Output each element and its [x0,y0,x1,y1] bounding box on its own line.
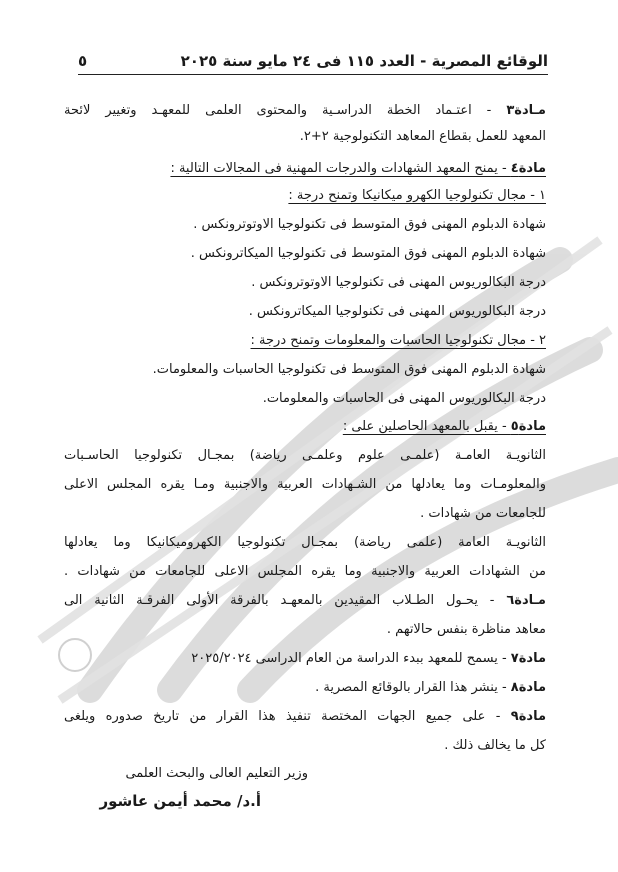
article-label: مادة٤ [510,161,546,176]
article-6-line-2: معاهد مناظرة بنفس حالاتهم . [386,622,546,637]
field-2-item-1: شهادة الدبلوم المهنى فوق المتوسط فى تكنولوجيا الحاسبات والمعلومات. [152,362,546,377]
signature-title: وزير التعليم العالى والبحث العلمى [125,766,308,781]
page-number: ٥ [78,52,88,70]
article-8-line: مادة٨ - ينشر هذا القرار بالوقائع المصرية . [315,680,546,695]
admission-1-line-2: والمعلومـات وما يعادلها من الشـهادات العربية والاجنبية ومـا يقره المجلس الاعلى [64,477,546,492]
admission-1-line-1: الثانويـة العامـة (علمـى علوم وعلمـى رياضة) بمجـال تكنولوجيا الحاسـبات [64,448,546,463]
admission-2-line-1: الثانويـة العامة (علمى رياضة) بمجـال تكنولوجيا الكهروميكانيكا وما يعادلها [64,535,546,550]
article-label: مـادة٣ [506,103,546,118]
page-header [78,48,548,75]
field-1-item-1: شهادة الدبلوم المهنى فوق المتوسط فى تكنولوجيا الاوتوترونكس . [193,217,546,232]
article-7-line: مادة٧ - يسمح للمعهد ببدء الدراسة من العام الدراسى ٢٠٢٥/٢٠٢٤ [191,651,546,666]
article-label: مادة٩ [510,709,546,724]
article-4-line: مادة٤ - يمنح المعهد الشهادات والدرجات المهنية فى المجالات التالية : [170,161,546,176]
field-1-item-2: شهادة الدبلوم المهنى فوق المتوسط فى تكنولوجيا الميكاترونكس . [190,246,546,261]
article-6-line-1: مـادة٦ - يحـول الطـلاب المقيدين بالمعهـد بالفرقة الأولى الفرقـة الثانية الى [64,593,546,608]
article-5-line: مادة٥ - يقبل بالمعهد الحاصلين على : [342,419,546,434]
article-label: مادة٧ [510,651,546,666]
signature-name: أ.د/ محمد أيمن عاشور [99,792,261,810]
field-1-item-3: درجة البكالوريوس المهنى فى تكنولوجيا الاوتوترونكس . [251,275,546,290]
article-9-line-2: كل ما يخالف ذلك . [444,738,546,753]
admission-2-line-2: من الشهادات العربية والاجنبية وما يقره المجلس الاعلى للجامعات من شهادات . [64,564,546,579]
article-9-line-1: مادة٩ - على جميع الجهات المختصة تنفيذ هذا القرار من تاريخ صدوره ويلغى [64,709,546,724]
field-2-heading: ٢ - مجال تكنولوجيا الحاسبات والمعلومات وتمنح درجة : [250,333,546,348]
article-label: مـادة٦ [506,593,546,608]
article-label: مادة٥ [510,419,546,434]
article-3-line-1: مـادة٣ - اعتـماد الخطة الدراسـية والمحتوى العلمى للمعهـد وتغيير لائحة [64,103,546,118]
header-title: الوقائع المصرية - العدد ١١٥ فى ٢٤ مايو سنة ٢٠٢٥ [180,52,548,70]
field-1-heading: ١ - مجال تكنولوجيا الكهرو ميكانيكا وتمنح درجة : [288,188,546,203]
article-label: مادة٨ [510,680,546,695]
article-3-line-2: المعهد للعمل بقطاع المعاهد التكنولوجية ٢+٢. [299,129,546,144]
field-2-item-2: درجة البكالوريوس المهنى فى الحاسبات والمعلومات. [262,391,546,406]
field-1-item-4: درجة البكالوريوس المهنى فى تكنولوجيا الميكاترونكس . [248,304,546,319]
admission-1-line-3: للجامعات من شهادات . [420,506,546,521]
